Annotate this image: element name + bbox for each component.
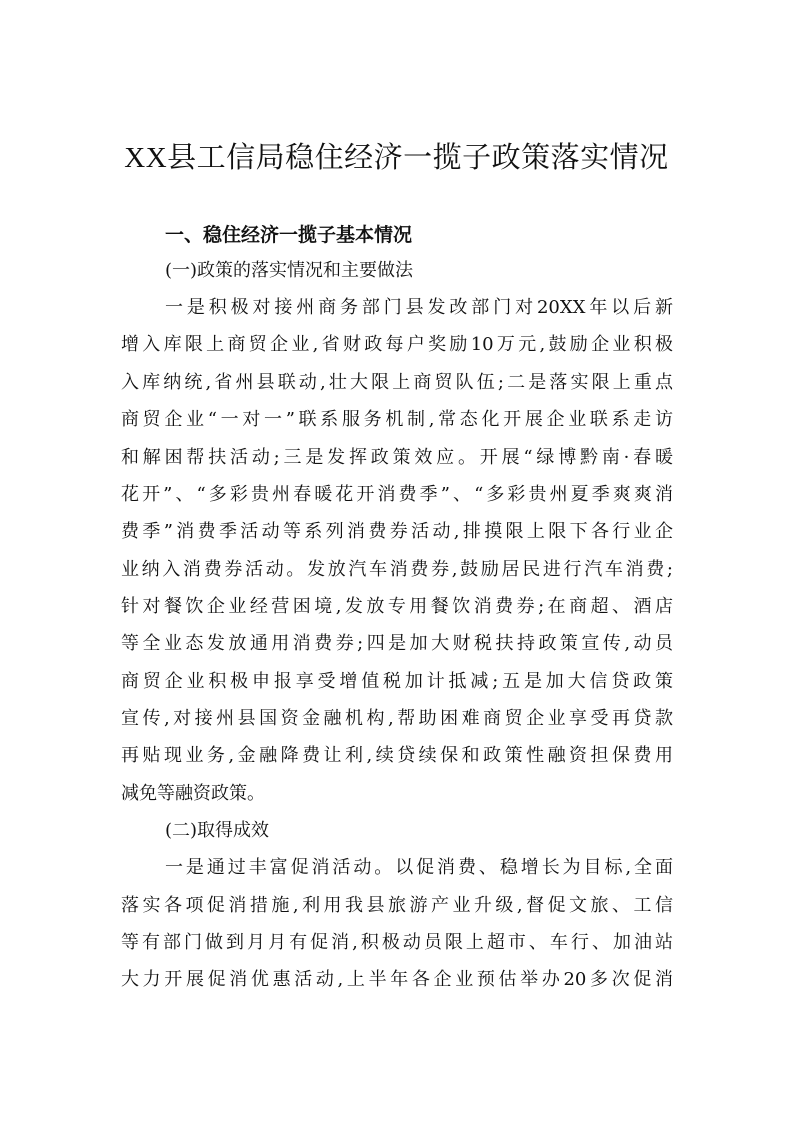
paragraph-line: 花开”、“多彩贵州春暖花开消费季”、“多彩贵州夏季爽爽消 [121, 484, 673, 505]
paragraph-line: 入库纳统,省州县联动,壮大限上商贸队伍;二是落实限上重点 [121, 372, 673, 393]
paragraph-line: 再贴现业务,金融降费让利,续贷续保和政策性融资担保费用 [121, 745, 673, 766]
paragraph-line: 等全业态发放通用消费券;四是加大财税扶持政策宣传,动员 [121, 633, 673, 654]
subsection-heading-1: (一)政策的落实情况和主要做法 [165, 260, 414, 281]
paragraph-line: 减免等融资政策。 [121, 783, 265, 804]
paragraph-line: 一是积极对接州商务部门县发改部门对20XX年以后新 [165, 297, 673, 318]
paragraph-line: 宣传,对接州县国资金融机构,帮助困难商贸企业享受再贷款 [121, 708, 673, 729]
paragraph-line: 商贸企业积极申报享受增值税加计抵减;五是加大信贷政策 [121, 671, 673, 692]
paragraph-line: 等有部门做到月月有促消,积极动员限上超市、车行、加油站 [121, 932, 673, 953]
paragraph-line: 增入库限上商贸企业,省财政每户奖励10万元,鼓励企业积极 [121, 334, 673, 355]
paragraph-line: 业纳入消费券活动。发放汽车消费券,鼓励居民进行汽车消费; [121, 559, 673, 580]
subsection-heading-2: (二)取得成效 [165, 820, 270, 841]
section-heading-1: 一、稳住经济一揽子基本情况 [165, 224, 413, 246]
paragraph-line: 和解困帮扶活动;三是发挥政策效应。开展“绿博黔南·春暖 [121, 447, 673, 468]
paragraph-line: 一是通过丰富促消活动。以促消费、稳增长为目标,全面 [165, 857, 673, 878]
paragraph-line: 针对餐饮企业经营困境,发放专用餐饮消费券;在商超、酒店 [121, 596, 673, 617]
paragraph-line: 商贸企业“一对一”联系服务机制,常态化开展企业联系走访 [121, 409, 673, 430]
document-title: XX县工信局稳住经济一揽子政策落实情况 [124, 142, 669, 174]
paragraph-line: 费季”消费季活动等系列消费券活动,排摸限上限下各行业企 [121, 521, 673, 542]
paragraph-line: 大力开展促消优惠活动,上半年各企业预估举办20多次促消 [121, 969, 673, 990]
paragraph-line: 落实各项促消措施,利用我县旅游产业升级,督促文旅、工信 [121, 895, 673, 916]
